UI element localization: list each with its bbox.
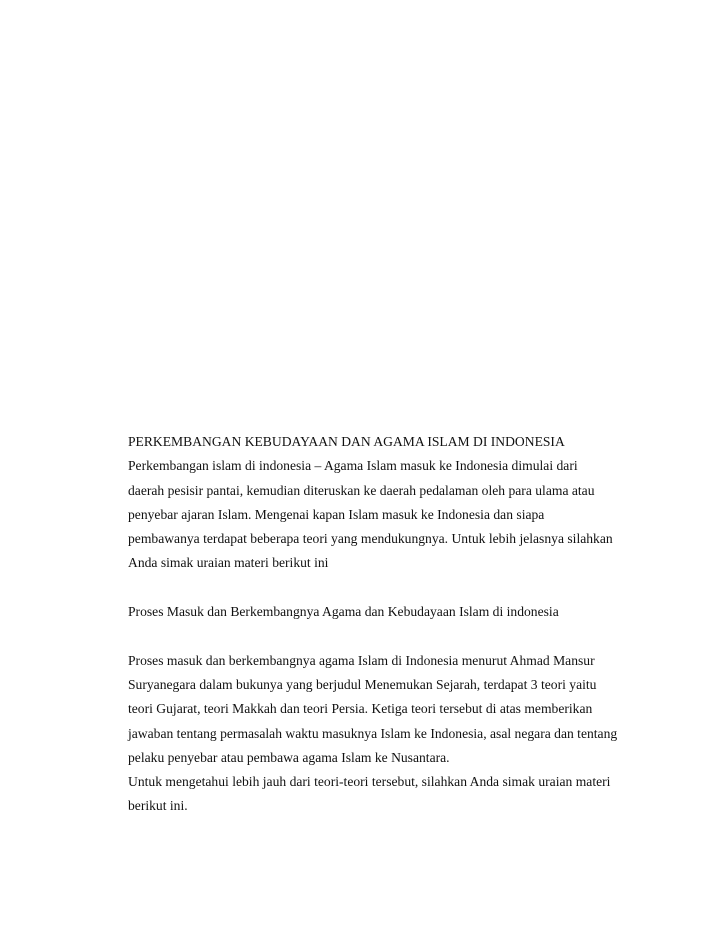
section-heading: Proses Masuk dan Berkembangnya Agama dan Kebudayaan Islam di indonesia [128,604,559,620]
intro-line: penyebar ajaran Islam. Mengenai kapan Islam masuk ke Indonesia dan siapa [128,506,545,522]
document-title: PERKEMBANGAN KEBUDAYAAN DAN AGAMA ISLAM DI INDONESIA [128,434,565,449]
body-line: jawaban tentang permasalah waktu masuknya Islam ke Indonesia, asal negara dan tentang [128,725,618,741]
body-line: Suryanegara dalam bukunya yang berjudul Menemukan Sejarah, terdapat 3 teori yaitu [128,676,597,692]
paragraph-spacer [128,624,658,648]
body-line: Untuk mengetahui lebih jauh dari teori-teori tersebut, silahkan Anda simak uraian materi [128,774,611,790]
intro-line: daerah pesisir pantai, kemudian diteruskan ke daerah pedalaman oleh para ulama atau [128,482,595,498]
body-line: teori Gujarat, teori Makkah dan teori Persia. Ketiga teori tersebut di atas memberikan [128,701,593,717]
body-line: berikut ini. [128,798,188,814]
paragraph-spacer [128,576,658,600]
intro-line: Anda simak uraian materi berikut ini [128,555,329,571]
document-body [128,430,658,819]
body-line: pelaku penyebar atau pembawa agama Islam ke Nusantara. [128,749,450,765]
intro-line: Perkembangan islam di indonesia – Agama Islam masuk ke Indonesia dimulai dari [128,458,578,474]
intro-line: pembawanya terdapat beberapa teori yang mendukungnya. Untuk lebih jelasnya silahkan [128,531,613,547]
body-line: Proses masuk dan berkembangnya agama Islam di Indonesia menurut Ahmad Mansur [128,652,595,668]
